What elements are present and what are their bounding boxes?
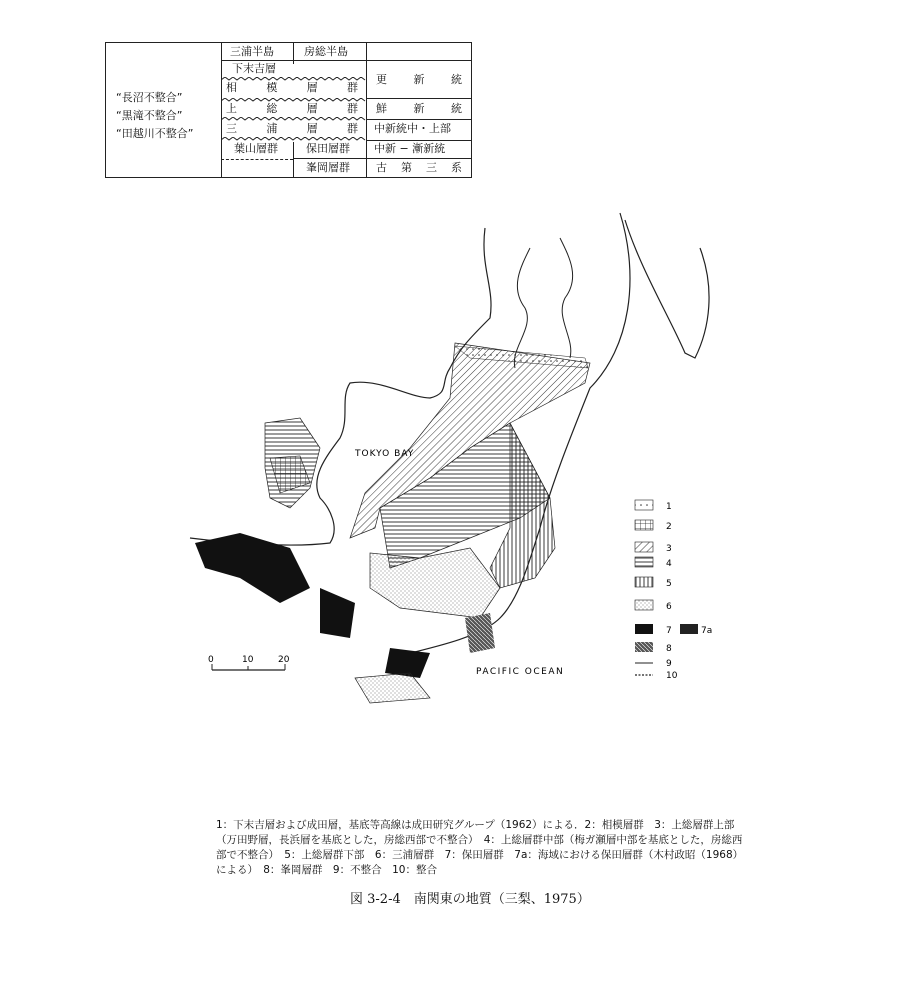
legend-6: 6 [666, 602, 672, 612]
unit-7-area [320, 588, 355, 638]
figure-title: 図 3-2-4 南関東の地質（三梨、1975） [350, 892, 590, 907]
pacific-ocean-label: PACIFIC OCEAN [476, 667, 565, 677]
legend-4: 4 [666, 559, 672, 569]
kazusa-group: 上 総 層 群 [226, 102, 358, 115]
column-miura: 三浦半島 [230, 45, 274, 58]
shimosueyoshi-formation: 下末吉層 [232, 62, 276, 75]
stratigraphy-table [105, 42, 472, 178]
coastline [625, 220, 709, 358]
mineoka-group: 峯岡層群 [306, 161, 350, 174]
scale-20: 20 [278, 655, 290, 665]
legend-2: 2 [666, 522, 672, 532]
legend-5: 5 [666, 579, 672, 589]
hota-group: 保田層群 [306, 142, 350, 155]
scale-0: 0 [208, 655, 214, 665]
age-miocene-oligocene: 中新 − 漸新統 [374, 142, 446, 155]
sagami-group: 相 模 層 群 [226, 81, 358, 94]
age-miocene-middle-upper: 中新統中・上部 [374, 122, 451, 135]
legend-1: 1 [666, 502, 672, 512]
hayama-group: 葉山層群 [234, 142, 278, 155]
age-paleogene: 古 第 三 系 [376, 161, 462, 174]
tagoegawa-unconformity: “田越川不整合” [116, 127, 194, 140]
legend-8: 8 [666, 644, 672, 654]
figure-caption: 1：下末吉層および成田層，基底等高線は成田研究グループ（1962）による．2：相模層群 3：上総層群上部（万田野層，長浜層を基底とした，房総西部で不整合） 4：上総層群中部（梅ガ瀬層中部を基底とした，房総西部で不整合） 5：上総層群下部 6：三浦層群 7：保田層群 7a：海域における保田層群（木村政昭（1968）による） 8：峯岡層群 9：不整合 10：整合 [216, 819, 744, 876]
map-legend [635, 500, 712, 681]
legend-9: 9 [666, 659, 672, 669]
legend-3: 3 [666, 544, 672, 554]
coastline [560, 238, 573, 358]
legend-10: 10 [666, 671, 678, 681]
geological-map [170, 208, 730, 718]
coastline [514, 248, 530, 368]
unit-7-area [195, 533, 310, 603]
legend-7a: 7a [701, 626, 713, 636]
age-pleistocene: 更 新 統 [376, 73, 462, 86]
age-pliocene: 鮮 新 統 [376, 102, 462, 115]
tokyo-bay-label: TOKYO BAY [355, 449, 415, 459]
scale-10: 10 [242, 655, 254, 665]
unit-8-area [465, 613, 495, 653]
miura-group: 三 浦 層 群 [226, 122, 358, 135]
naganuma-unconformity: “長沼不整合” [116, 91, 183, 104]
kurotaki-unconformity: “黒滝不整合” [116, 109, 183, 122]
unit-6-area [370, 548, 500, 618]
legend-7: 7 [666, 626, 672, 636]
scale-bar [208, 655, 290, 670]
column-boso: 房総半島 [304, 45, 348, 58]
